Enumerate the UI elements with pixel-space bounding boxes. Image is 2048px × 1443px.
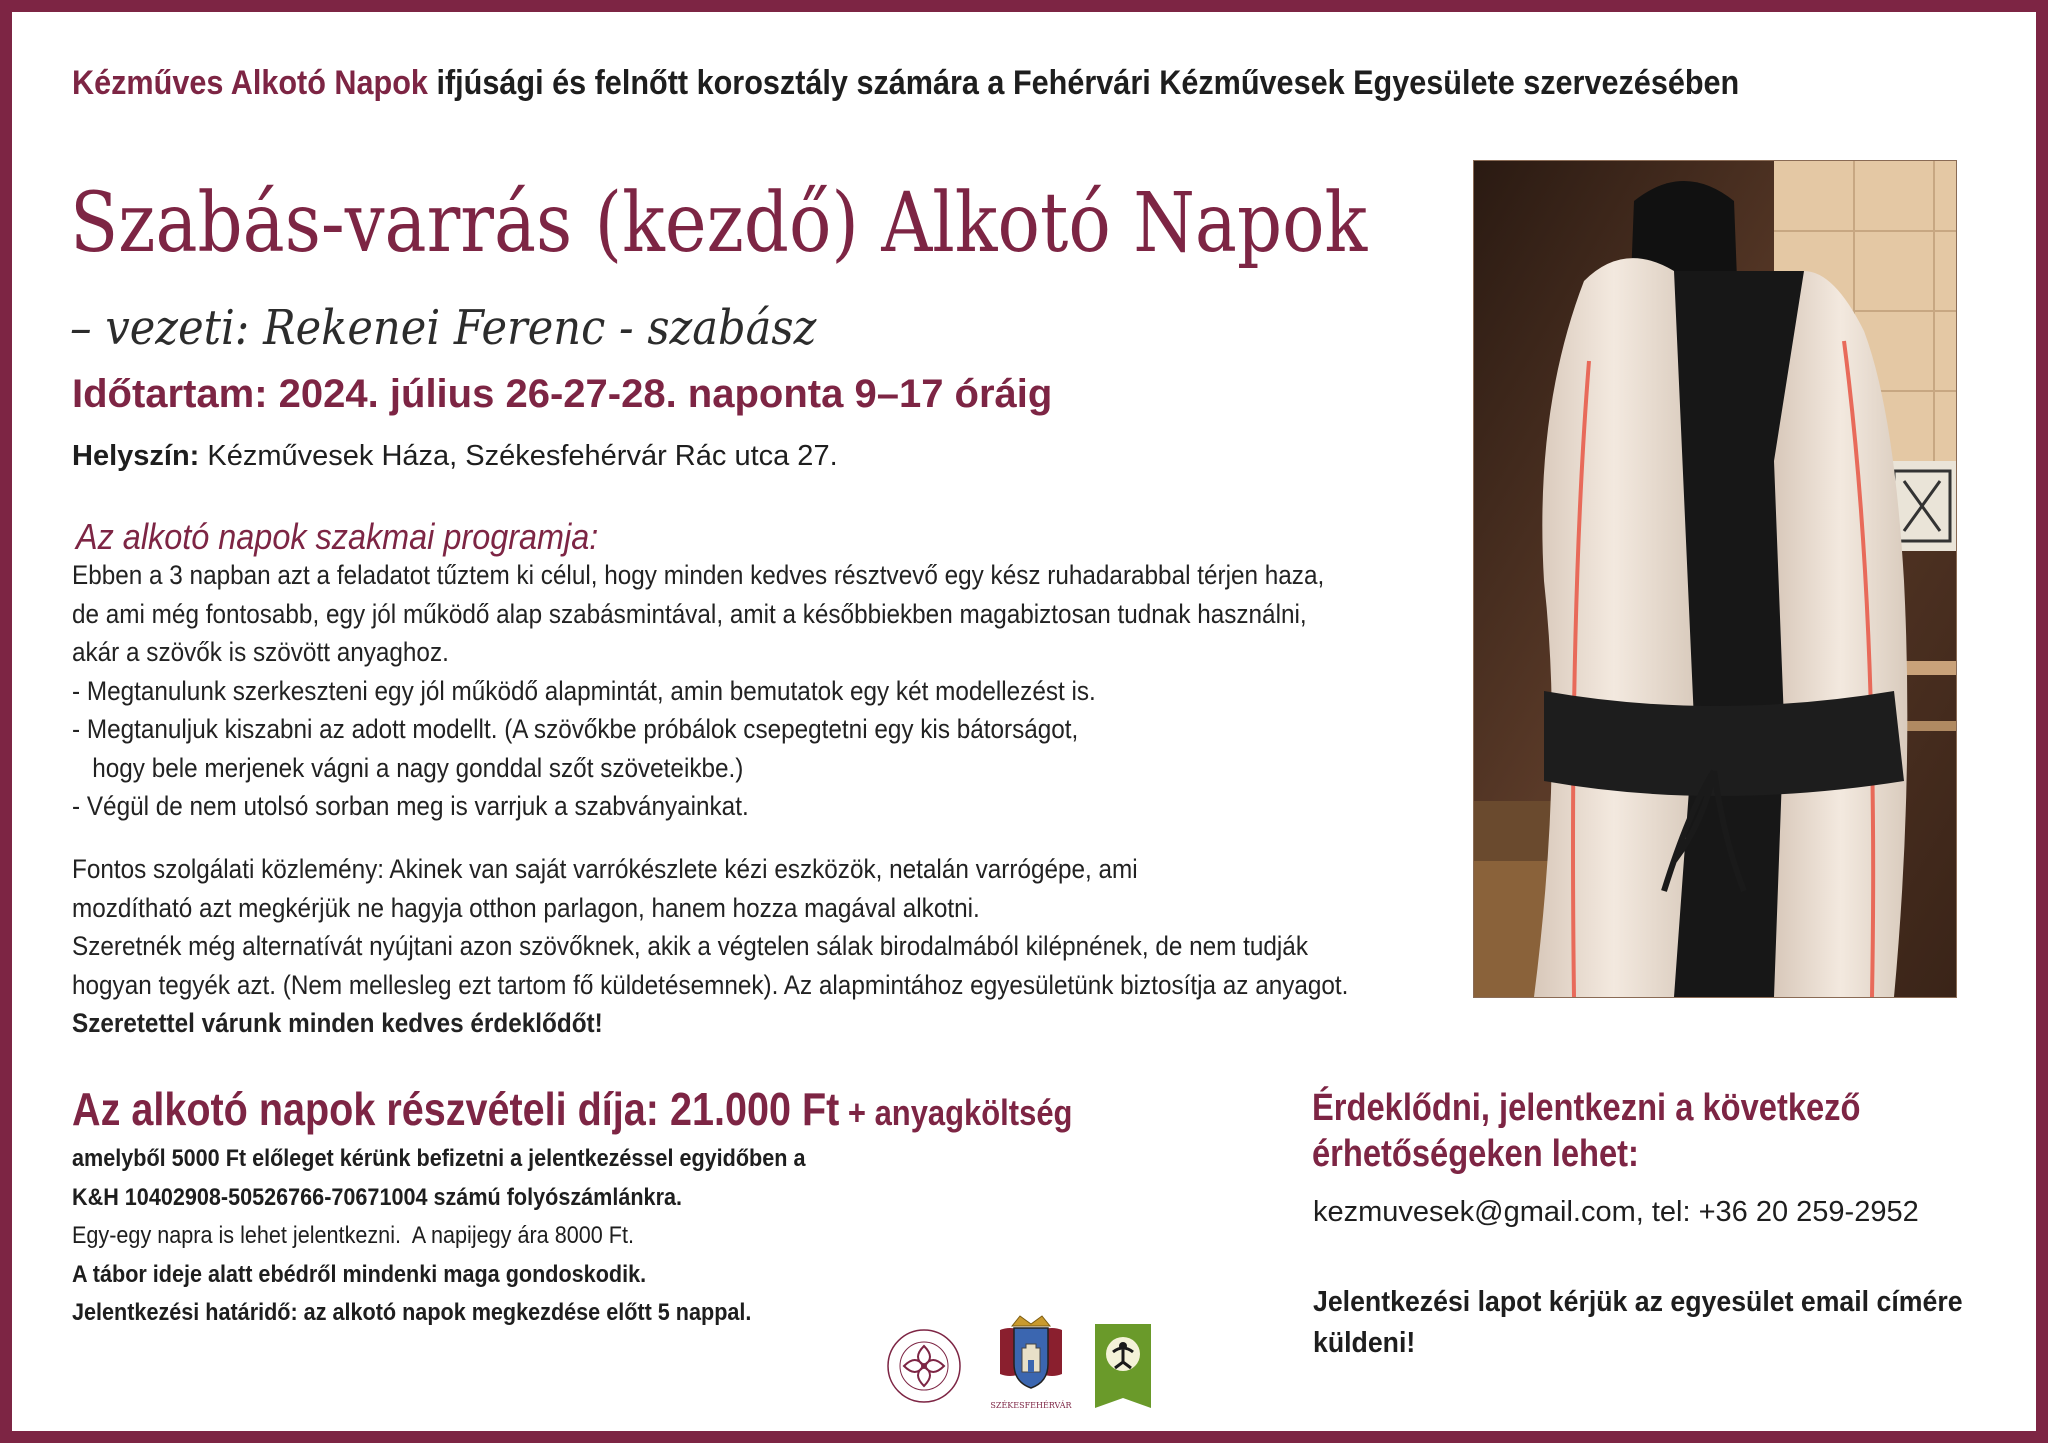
fee-extra: + anyagköltség [839, 1092, 1073, 1133]
notice-line: mozdítható azt megkérjük ne hagyja otthon parlagon, hanem hozza magával alkotni. [72, 892, 980, 923]
city-caption: SZÉKESFEHÉRVÁR [990, 1401, 1072, 1410]
location-value: Kézművesek Háza, Székesfehérvár Rác utca 27. [199, 440, 838, 472]
program-line: - Végül de nem utolsó sorban meg is varrjuk a szabványainkat. [72, 791, 749, 821]
location-text [72, 440, 838, 473]
header-brand: Kézműves Alkotó Napok [72, 64, 428, 102]
contact-note-line: Jelentkezési lapot kérjük az egyesület email címére [1313, 1286, 1963, 1318]
notice-line: Szeretnék még alternatívát nyújtani azon szövőknek, akik a végtelen sálak birodalmából kilépnének, de nem tudják [72, 931, 1308, 961]
dress-form-image [1474, 161, 1956, 997]
program-line: akár a szövők is szövött anyaghoz. [72, 637, 449, 667]
program-description [72, 556, 1324, 826]
fee-details [72, 1139, 805, 1332]
location-label: Helyszín: [72, 440, 200, 472]
dress-form-photo [1473, 160, 1957, 998]
program-line: hogy bele merjenek vágni a nagy gonddal szőt szöveteikbe.) [72, 752, 744, 783]
fee-line: K&H 10402908-50526766-70671004 számú folyószámlánkra. [72, 1183, 682, 1211]
contact-heading-line: érhetőségeken lehet: [1312, 1133, 1639, 1175]
duration-text: Időtartam: 2024. július 26-27-28. naponta 9–17 óráig [72, 372, 1053, 416]
association-logo [884, 1326, 964, 1406]
program-line: - Megtanuljuk kiszabni az adott modellt. (A szövőkbe próbálok csepegtetni egy kis bátorságot, [72, 714, 1079, 744]
fee-line: amelyből 5000 Ft előleget kérünk befizetni a jelentkezéssel egyidőben a [72, 1145, 806, 1172]
page-title: Szabás-varrás (kezdő) Alkotó Napok [70, 176, 1368, 271]
contact-note-line: küldeni! [1313, 1327, 1416, 1359]
notice-line: Fontos szolgálati közlemény: Akinek van saját varrókészlete kézi eszközök, netalán varrógépe, ami [72, 854, 1138, 884]
fee-line: Jelentkezési határidő: az alkotó napok megkezdése előtt 5 nappal. [72, 1299, 752, 1326]
program-line: - Megtanulunk szerkeszteni egy jól működő alapmintát, amin bemutatok egy két modellezést is. [72, 675, 1096, 706]
association-seal-icon [884, 1326, 964, 1406]
closing-line: Szeretettel várunk minden kedves érdeklődőt! [72, 1008, 603, 1038]
folk-art-badge-icon [1095, 1324, 1151, 1408]
contact-note [1313, 1282, 1963, 1364]
fee-heading [72, 1082, 1072, 1136]
program-line: Ebben a 3 napban azt a feladatot tűztem ki célul, hogy minden kedves résztvevő egy kész ruhadarabbal térjen haza, [72, 560, 1325, 590]
notice-line: hogyan tegyék azt. (Nem mellesleg ezt tartom fő küldetésemnek). Az alapmintához egyesületünk biztosítja az anyagot. [72, 969, 1349, 1000]
contact-heading-line: Érdeklődni, jelentkezni a következő [1312, 1087, 1861, 1129]
contact-heading [1312, 1085, 1860, 1177]
program-line: de ami még fontosabb, egy jól működő alap szabásmintával, amit a későbbiekben magabiztosan tudnak használni, [72, 598, 1307, 629]
coat-of-arms-icon [990, 1314, 1072, 1392]
notice-text [72, 850, 1348, 1043]
page-subtitle: – vezeti: Rekenei Ferenc - szabász [70, 300, 817, 356]
fee-main: Az alkotó napok részvételi díja: 21.000 Ft [72, 1083, 840, 1135]
fee-line: Egy-egy napra is lehet jelentkezni. A napijegy ára 8000 Ft. [72, 1222, 634, 1249]
program-heading: Az alkotó napok szakmai programja: [76, 516, 599, 557]
contact-details[interactable]: kezmuvesek@gmail.com, tel: +36 20 259-2952 [1313, 1196, 1919, 1228]
green-logo [1095, 1324, 1151, 1408]
city-coat-of-arms [990, 1314, 1072, 1410]
header-text: ifjúsági és felnőtt korosztály számára a Fehérvári Kézművesek Egyesülete szervezésében [427, 64, 1740, 102]
fee-line: A tábor ideje alatt ebédről mindenki maga gondoskodik. [72, 1260, 647, 1288]
header-line [72, 64, 1782, 103]
